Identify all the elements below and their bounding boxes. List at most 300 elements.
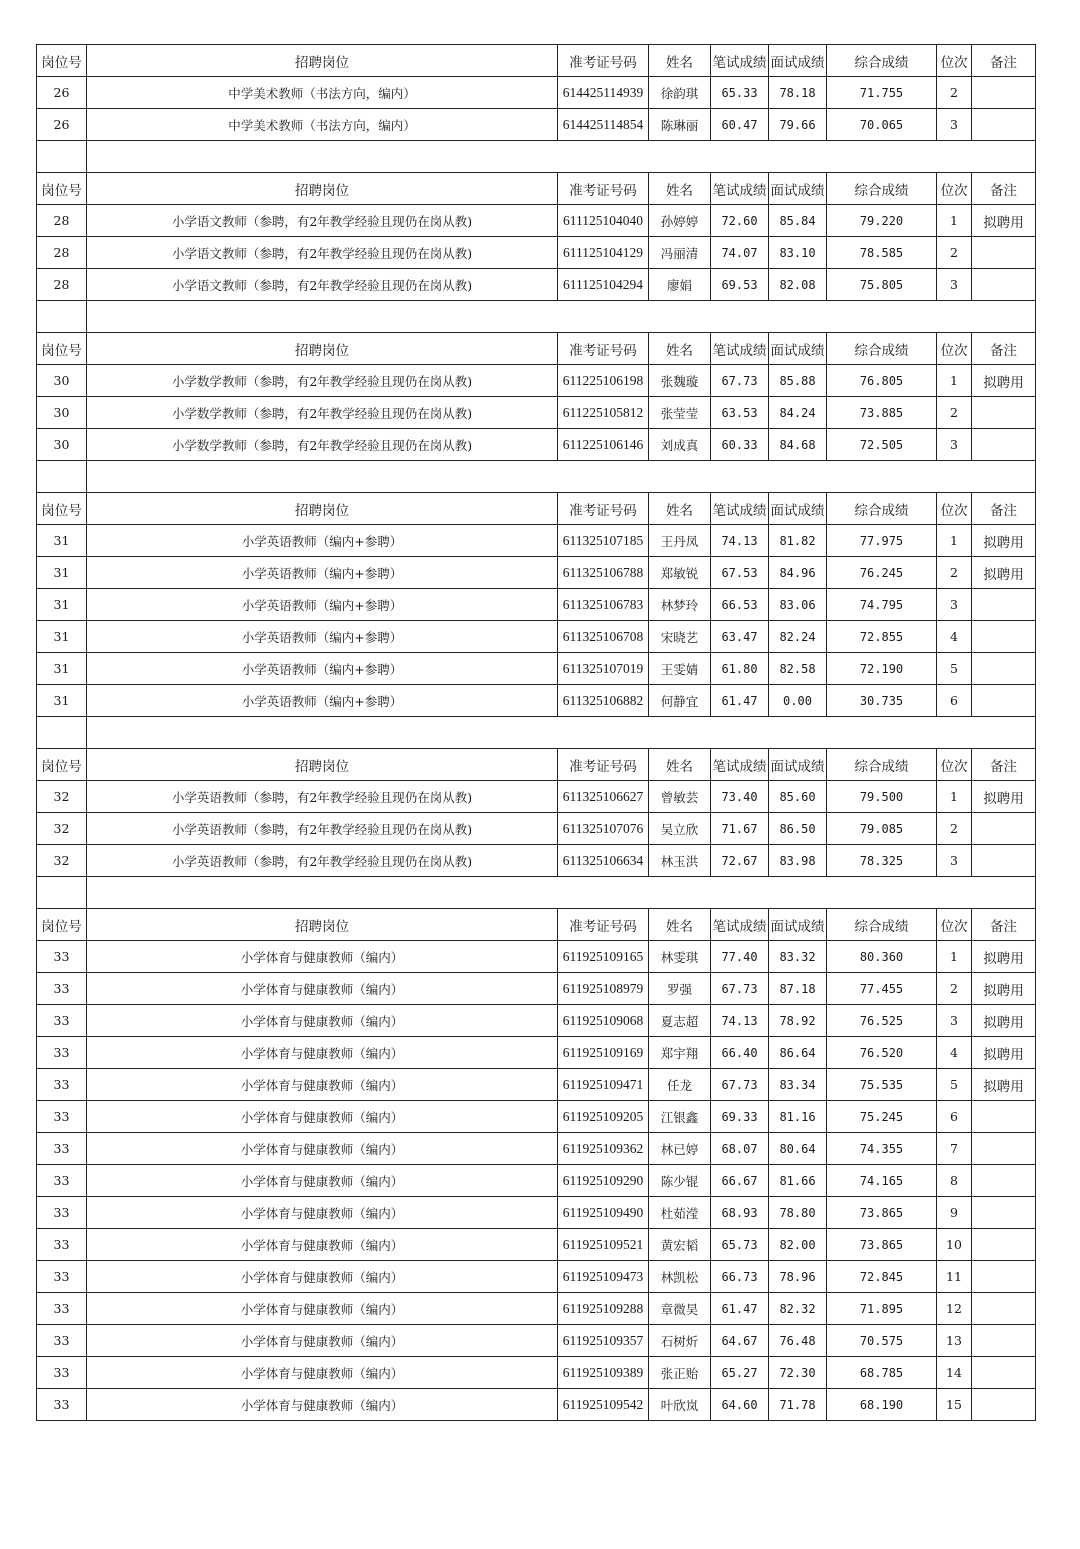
table-row (37, 653, 1036, 685)
header-row (37, 493, 1036, 525)
total-score-cell: 68.785 (827, 1357, 937, 1389)
rank-cell: 2 (937, 237, 972, 269)
written-score-cell: 67.73 (711, 973, 769, 1005)
table-row (37, 1005, 1036, 1037)
name-cell: 郑敏锐 (649, 557, 711, 589)
name-cell: 郑宇翔 (649, 1037, 711, 1069)
header-post-number: 岗位号 (37, 749, 87, 781)
note-cell (972, 1357, 1036, 1389)
written-score-cell: 74.13 (711, 525, 769, 557)
blank-row (37, 141, 1036, 173)
header-row (37, 333, 1036, 365)
header-note: 备注 (972, 45, 1036, 77)
interview-score-cell: 82.58 (769, 653, 827, 685)
interview-score-cell: 85.84 (769, 205, 827, 237)
total-score-cell: 75.245 (827, 1101, 937, 1133)
header-total-score: 综合成绩 (827, 749, 937, 781)
note-cell (972, 397, 1036, 429)
interview-score-cell: 86.50 (769, 813, 827, 845)
table-body (37, 45, 1036, 1421)
header-note: 备注 (972, 173, 1036, 205)
total-score-cell: 74.355 (827, 1133, 937, 1165)
written-score-cell: 64.67 (711, 1325, 769, 1357)
interview-score-cell: 85.60 (769, 781, 827, 813)
interview-score-cell: 86.64 (769, 1037, 827, 1069)
post-title-cell: 小学体育与健康教师（编内） (87, 973, 558, 1005)
header-post-title: 招聘岗位 (87, 493, 558, 525)
name-cell: 吴立欣 (649, 813, 711, 845)
post-title-cell: 小学体育与健康教师（编内） (87, 941, 558, 973)
interview-score-cell: 83.10 (769, 237, 827, 269)
name-cell: 陈琳丽 (649, 109, 711, 141)
post-number-cell: 33 (37, 1261, 87, 1293)
exam-id-cell: 611325106882 (558, 685, 649, 717)
post-number-cell: 33 (37, 1005, 87, 1037)
header-total-score: 综合成绩 (827, 909, 937, 941)
note-cell (972, 1197, 1036, 1229)
exam-id-cell: 611225106198 (558, 365, 649, 397)
post-title-cell: 小学英语教师（编内+参聘） (87, 653, 558, 685)
table-row (37, 557, 1036, 589)
interview-score-cell: 78.18 (769, 77, 827, 109)
exam-id-cell: 611925109471 (558, 1069, 649, 1101)
exam-id-cell: 611325106788 (558, 557, 649, 589)
total-score-cell: 76.805 (827, 365, 937, 397)
rank-cell: 3 (937, 1005, 972, 1037)
post-title-cell: 小学语文教师（参聘，有2年教学经验且现仍在岗从教) (87, 269, 558, 301)
name-cell: 王雯婧 (649, 653, 711, 685)
interview-score-cell: 81.16 (769, 1101, 827, 1133)
post-number-cell: 33 (37, 1133, 87, 1165)
written-score-cell: 67.73 (711, 365, 769, 397)
header-interview-score: 面试成绩 (769, 333, 827, 365)
table-row (37, 589, 1036, 621)
interview-score-cell: 83.98 (769, 845, 827, 877)
rank-cell: 3 (937, 109, 972, 141)
table-row (37, 525, 1036, 557)
total-score-cell: 76.525 (827, 1005, 937, 1037)
interview-score-cell: 78.96 (769, 1261, 827, 1293)
written-score-cell: 73.40 (711, 781, 769, 813)
header-written-score: 笔试成绩 (711, 333, 769, 365)
written-score-cell: 60.47 (711, 109, 769, 141)
post-title-cell: 小学体育与健康教师（编内） (87, 1101, 558, 1133)
total-score-cell: 79.500 (827, 781, 937, 813)
name-cell: 曾敏芸 (649, 781, 711, 813)
post-title-cell: 小学体育与健康教师（编内） (87, 1229, 558, 1261)
interview-score-cell: 83.32 (769, 941, 827, 973)
post-title-cell: 小学英语教师（参聘，有2年教学经验且现仍在岗从教) (87, 781, 558, 813)
header-interview-score: 面试成绩 (769, 45, 827, 77)
header-rank: 位次 (937, 173, 972, 205)
rank-cell: 4 (937, 1037, 972, 1069)
post-title-cell: 小学语文教师（参聘，有2年教学经验且现仍在岗从教) (87, 237, 558, 269)
table-row (37, 205, 1036, 237)
name-cell: 孙婷婷 (649, 205, 711, 237)
total-score-cell: 74.795 (827, 589, 937, 621)
post-number-cell: 31 (37, 653, 87, 685)
note-cell: 拟聘用 (972, 365, 1036, 397)
header-name: 姓名 (649, 909, 711, 941)
total-score-cell: 72.855 (827, 621, 937, 653)
exam-id-cell: 611325106634 (558, 845, 649, 877)
name-cell: 林凯松 (649, 1261, 711, 1293)
table-row (37, 77, 1036, 109)
note-cell (972, 237, 1036, 269)
rank-cell: 4 (937, 621, 972, 653)
note-cell (972, 685, 1036, 717)
post-number-cell: 28 (37, 269, 87, 301)
rank-cell: 2 (937, 397, 972, 429)
header-post-title: 招聘岗位 (87, 749, 558, 781)
interview-score-cell: 78.80 (769, 1197, 827, 1229)
interview-score-cell: 87.18 (769, 973, 827, 1005)
table-row (37, 1325, 1036, 1357)
header-note: 备注 (972, 333, 1036, 365)
exam-id-cell: 611325107185 (558, 525, 649, 557)
post-number-cell: 28 (37, 205, 87, 237)
rank-cell: 1 (937, 781, 972, 813)
header-post-title: 招聘岗位 (87, 333, 558, 365)
rank-cell: 3 (937, 269, 972, 301)
post-number-cell: 31 (37, 621, 87, 653)
name-cell: 刘成真 (649, 429, 711, 461)
written-score-cell: 61.47 (711, 1293, 769, 1325)
table-row (37, 1389, 1036, 1421)
name-cell: 徐韵琪 (649, 77, 711, 109)
blank-row (37, 717, 1036, 749)
note-cell (972, 589, 1036, 621)
blank-cell (37, 141, 87, 173)
header-total-score: 综合成绩 (827, 173, 937, 205)
header-rank: 位次 (937, 45, 972, 77)
note-cell (972, 1101, 1036, 1133)
post-number-cell: 33 (37, 1101, 87, 1133)
header-interview-score: 面试成绩 (769, 749, 827, 781)
total-score-cell: 71.895 (827, 1293, 937, 1325)
table-row (37, 1037, 1036, 1069)
post-number-cell: 33 (37, 1197, 87, 1229)
interview-score-cell: 82.32 (769, 1293, 827, 1325)
table-row (37, 1261, 1036, 1293)
written-score-cell: 72.60 (711, 205, 769, 237)
header-interview-score: 面试成绩 (769, 493, 827, 525)
name-cell: 黄宏韬 (649, 1229, 711, 1261)
blank-cell (87, 301, 1036, 333)
total-score-cell: 71.755 (827, 77, 937, 109)
header-rank: 位次 (937, 749, 972, 781)
written-score-cell: 68.93 (711, 1197, 769, 1229)
note-cell: 拟聘用 (972, 1005, 1036, 1037)
header-name: 姓名 (649, 333, 711, 365)
blank-row (37, 301, 1036, 333)
table-row (37, 269, 1036, 301)
written-score-cell: 63.47 (711, 621, 769, 653)
interview-score-cell: 84.96 (769, 557, 827, 589)
post-title-cell: 小学体育与健康教师（编内） (87, 1293, 558, 1325)
exam-id-cell: 611925109490 (558, 1197, 649, 1229)
post-number-cell: 33 (37, 1357, 87, 1389)
name-cell: 林雯琪 (649, 941, 711, 973)
header-interview-score: 面试成绩 (769, 173, 827, 205)
written-score-cell: 67.73 (711, 1069, 769, 1101)
name-cell: 任龙 (649, 1069, 711, 1101)
header-note: 备注 (972, 749, 1036, 781)
interview-score-cell: 76.48 (769, 1325, 827, 1357)
table-row (37, 621, 1036, 653)
note-cell: 拟聘用 (972, 781, 1036, 813)
exam-id-cell: 611925109205 (558, 1101, 649, 1133)
total-score-cell: 72.845 (827, 1261, 937, 1293)
rank-cell: 1 (937, 941, 972, 973)
header-row (37, 173, 1036, 205)
note-cell (972, 1389, 1036, 1421)
note-cell (972, 269, 1036, 301)
total-score-cell: 79.085 (827, 813, 937, 845)
name-cell: 张莹莹 (649, 397, 711, 429)
post-title-cell: 小学体育与健康教师（编内） (87, 1133, 558, 1165)
total-score-cell: 74.165 (827, 1165, 937, 1197)
written-score-cell: 69.53 (711, 269, 769, 301)
name-cell: 张正贻 (649, 1357, 711, 1389)
table-row (37, 1133, 1036, 1165)
header-written-score: 笔试成绩 (711, 45, 769, 77)
table-row (37, 1165, 1036, 1197)
blank-cell (37, 301, 87, 333)
written-score-cell: 65.27 (711, 1357, 769, 1389)
rank-cell: 3 (937, 845, 972, 877)
written-score-cell: 74.13 (711, 1005, 769, 1037)
note-cell (972, 1293, 1036, 1325)
post-title-cell: 小学英语教师（编内+参聘） (87, 621, 558, 653)
total-score-cell: 79.220 (827, 205, 937, 237)
written-score-cell: 66.73 (711, 1261, 769, 1293)
post-number-cell: 31 (37, 589, 87, 621)
exam-id-cell: 611925109521 (558, 1229, 649, 1261)
header-rank: 位次 (937, 333, 972, 365)
name-cell: 罗强 (649, 973, 711, 1005)
total-score-cell: 76.520 (827, 1037, 937, 1069)
note-cell (972, 1133, 1036, 1165)
interview-score-cell: 84.68 (769, 429, 827, 461)
post-number-cell: 26 (37, 77, 87, 109)
post-title-cell: 小学体育与健康教师（编内） (87, 1037, 558, 1069)
table-row (37, 429, 1036, 461)
note-cell (972, 109, 1036, 141)
blank-cell (87, 141, 1036, 173)
interview-score-cell: 79.66 (769, 109, 827, 141)
header-note: 备注 (972, 909, 1036, 941)
note-cell (972, 813, 1036, 845)
written-score-cell: 77.40 (711, 941, 769, 973)
table-row (37, 397, 1036, 429)
note-cell (972, 1165, 1036, 1197)
exam-id-cell: 611325107019 (558, 653, 649, 685)
header-exam-id: 准考证号码 (558, 45, 649, 77)
written-score-cell: 61.47 (711, 685, 769, 717)
post-title-cell: 小学体育与健康教师（编内） (87, 1005, 558, 1037)
note-cell: 拟聘用 (972, 1069, 1036, 1101)
interview-score-cell: 80.64 (769, 1133, 827, 1165)
written-score-cell: 65.33 (711, 77, 769, 109)
total-score-cell: 70.065 (827, 109, 937, 141)
post-number-cell: 31 (37, 685, 87, 717)
table-row (37, 1197, 1036, 1229)
total-score-cell: 80.360 (827, 941, 937, 973)
header-total-score: 综合成绩 (827, 493, 937, 525)
exam-id-cell: 611325107076 (558, 813, 649, 845)
post-number-cell: 32 (37, 813, 87, 845)
exam-id-cell: 611325106708 (558, 621, 649, 653)
note-cell: 拟聘用 (972, 1037, 1036, 1069)
rank-cell: 11 (937, 1261, 972, 1293)
post-title-cell: 小学英语教师（编内+参聘） (87, 589, 558, 621)
blank-row (37, 877, 1036, 909)
rank-cell: 5 (937, 1069, 972, 1101)
written-score-cell: 74.07 (711, 237, 769, 269)
exam-id-cell: 611925109068 (558, 1005, 649, 1037)
written-score-cell: 60.33 (711, 429, 769, 461)
total-score-cell: 73.865 (827, 1197, 937, 1229)
written-score-cell: 68.07 (711, 1133, 769, 1165)
post-title-cell: 小学英语教师（编内+参聘） (87, 525, 558, 557)
note-cell: 拟聘用 (972, 205, 1036, 237)
interview-score-cell: 82.24 (769, 621, 827, 653)
exam-id-cell: 611925109389 (558, 1357, 649, 1389)
name-cell: 廖娟 (649, 269, 711, 301)
rank-cell: 2 (937, 813, 972, 845)
blank-cell (87, 877, 1036, 909)
name-cell: 章微昊 (649, 1293, 711, 1325)
interview-score-cell: 78.92 (769, 1005, 827, 1037)
note-cell (972, 429, 1036, 461)
total-score-cell: 77.455 (827, 973, 937, 1005)
exam-id-cell: 611925109357 (558, 1325, 649, 1357)
exam-id-cell: 611925109169 (558, 1037, 649, 1069)
post-title-cell: 小学英语教师（参聘，有2年教学经验且现仍在岗从教) (87, 845, 558, 877)
post-title-cell: 小学英语教师（参聘，有2年教学经验且现仍在岗从教) (87, 813, 558, 845)
exam-id-cell: 611925109362 (558, 1133, 649, 1165)
post-number-cell: 26 (37, 109, 87, 141)
post-title-cell: 小学数学教师（参聘，有2年教学经验且现仍在岗从教) (87, 429, 558, 461)
name-cell: 宋晓艺 (649, 621, 711, 653)
exam-id-cell: 611125104294 (558, 269, 649, 301)
table-row (37, 941, 1036, 973)
written-score-cell: 69.33 (711, 1101, 769, 1133)
table-row (37, 1229, 1036, 1261)
post-title-cell: 小学体育与健康教师（编内） (87, 1165, 558, 1197)
rank-cell: 2 (937, 973, 972, 1005)
table-row (37, 845, 1036, 877)
post-number-cell: 33 (37, 1229, 87, 1261)
rank-cell: 14 (937, 1357, 972, 1389)
post-title-cell: 小学体育与健康教师（编内） (87, 1261, 558, 1293)
written-score-cell: 61.80 (711, 653, 769, 685)
header-exam-id: 准考证号码 (558, 493, 649, 525)
post-number-cell: 30 (37, 397, 87, 429)
header-interview-score: 面试成绩 (769, 909, 827, 941)
exam-id-cell: 611125104129 (558, 237, 649, 269)
interview-score-cell: 83.06 (769, 589, 827, 621)
blank-cell (37, 717, 87, 749)
table-row (37, 109, 1036, 141)
total-score-cell: 72.505 (827, 429, 937, 461)
total-score-cell: 78.325 (827, 845, 937, 877)
header-name: 姓名 (649, 173, 711, 205)
interview-score-cell: 71.78 (769, 1389, 827, 1421)
header-note: 备注 (972, 493, 1036, 525)
rank-cell: 3 (937, 589, 972, 621)
rank-cell: 6 (937, 1101, 972, 1133)
note-cell (972, 1261, 1036, 1293)
rank-cell: 5 (937, 653, 972, 685)
total-score-cell: 68.190 (827, 1389, 937, 1421)
name-cell: 陈少锟 (649, 1165, 711, 1197)
note-cell: 拟聘用 (972, 973, 1036, 1005)
name-cell: 林玉洪 (649, 845, 711, 877)
interview-score-cell: 85.88 (769, 365, 827, 397)
post-number-cell: 33 (37, 1037, 87, 1069)
exam-id-cell: 611225105812 (558, 397, 649, 429)
note-cell (972, 1325, 1036, 1357)
total-score-cell: 77.975 (827, 525, 937, 557)
exam-id-cell: 614425114939 (558, 77, 649, 109)
post-title-cell: 小学体育与健康教师（编内） (87, 1389, 558, 1421)
exam-id-cell: 611225106146 (558, 429, 649, 461)
name-cell: 何静宜 (649, 685, 711, 717)
rank-cell: 8 (937, 1165, 972, 1197)
table-row (37, 973, 1036, 1005)
table-row (37, 781, 1036, 813)
header-row (37, 749, 1036, 781)
rank-cell: 6 (937, 685, 972, 717)
table-row (37, 1293, 1036, 1325)
post-title-cell: 中学美术教师（书法方向，编内） (87, 77, 558, 109)
total-score-cell: 78.585 (827, 237, 937, 269)
interview-score-cell: 83.34 (769, 1069, 827, 1101)
interview-score-cell: 82.08 (769, 269, 827, 301)
rank-cell: 2 (937, 557, 972, 589)
interview-score-cell: 81.82 (769, 525, 827, 557)
post-number-cell: 32 (37, 845, 87, 877)
header-post-number: 岗位号 (37, 333, 87, 365)
written-score-cell: 66.67 (711, 1165, 769, 1197)
header-exam-id: 准考证号码 (558, 173, 649, 205)
score-table (36, 44, 1036, 1421)
post-number-cell: 33 (37, 1325, 87, 1357)
total-score-cell: 76.245 (827, 557, 937, 589)
post-number-cell: 30 (37, 365, 87, 397)
header-total-score: 综合成绩 (827, 45, 937, 77)
total-score-cell: 72.190 (827, 653, 937, 685)
total-score-cell: 73.865 (827, 1229, 937, 1261)
exam-id-cell: 611925109473 (558, 1261, 649, 1293)
table-row (37, 1069, 1036, 1101)
interview-score-cell: 81.66 (769, 1165, 827, 1197)
post-title-cell: 小学语文教师（参聘，有2年教学经验且现仍在岗从教) (87, 205, 558, 237)
post-number-cell: 31 (37, 557, 87, 589)
note-cell (972, 621, 1036, 653)
note-cell (972, 845, 1036, 877)
header-row (37, 909, 1036, 941)
header-exam-id: 准考证号码 (558, 909, 649, 941)
note-cell: 拟聘用 (972, 941, 1036, 973)
header-written-score: 笔试成绩 (711, 749, 769, 781)
header-name: 姓名 (649, 493, 711, 525)
post-title-cell: 小学体育与健康教师（编内） (87, 1325, 558, 1357)
header-post-title: 招聘岗位 (87, 45, 558, 77)
post-number-cell: 33 (37, 1165, 87, 1197)
